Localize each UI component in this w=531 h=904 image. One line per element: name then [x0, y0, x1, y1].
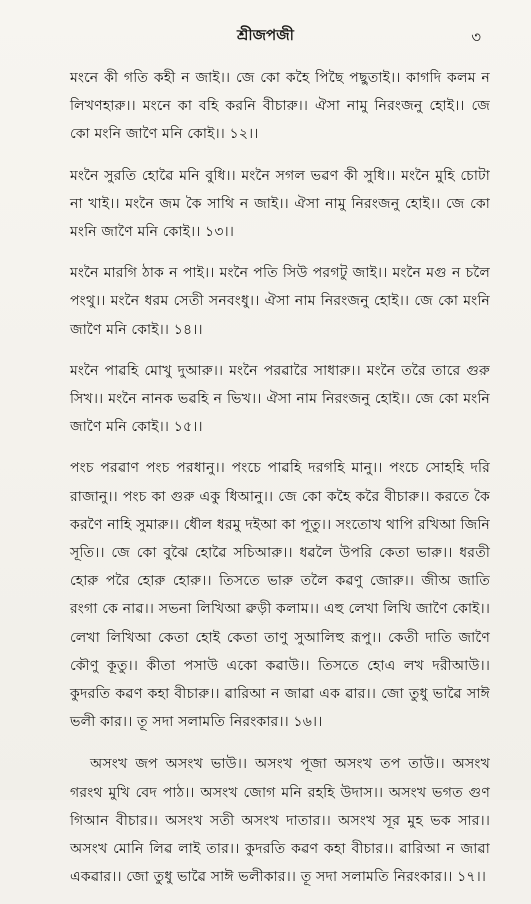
page-number: ৩: [471, 28, 481, 46]
page-header: [0, 24, 531, 46]
verse-15: মংনৈ পাৱহি মোখু দুআরু।। মংনৈ পরৱারৈ সাধারু।। মংনৈ তরৈ তারে গুরু সিখ।। মংনৈ নানক ভৱহি ন ভিখ।। ঐসা নাম নিরংজনু হোই।। জে কো মংনি জাণৈ মনি কোই।। ১৫।।: [70, 362, 490, 436]
verse-content: [70, 64, 490, 904]
verse-13: মংনৈ সুরতি হোৱৈ মনি বুধি।। মংনৈ সগল ভৱণ কী সুধি।। মংনৈ মুহি চোটা না খাই।। মংনৈ জম কৈ সাথি ন জাই।। ঐসা নামু নিরংজনু হোই।। জে কো মংনি জাণৈ মনি কোই।। ১৩।।: [70, 167, 490, 241]
verse-12: মংনে কী গতি কহী ন জাই।। জে কো কহৈ পিছৈ পছুতাই।। কাগদি কলম ন লিখণহারু।। মংনে কা বহি করনি বীচারু।। ঐসা নামু নিরংজনু হোই।। জে কো মংনি জাণৈ মনি কোই।। ১২।।: [70, 70, 490, 143]
verse-17: অসংখ জপ অসংখ ভাউ।। অসংখ পূজা অসংখ তপ তাউ।। অসংখ গরংথ মুখি বেদ পাঠ।। অসংখ জোগ মনি রহহি উদাস।। অসংখ ভগত গুণ গিআন বীচার।। অসংখ সতী অসংখ দাতার।। অসংখ সূর মুহ ভক সার।। অসংখ মোনি লিৱ লাই তার।। কুদরতি কৱণ কহা বীচার।। ৱারিআ ন জাৱা একৱার।। জো তুধু ভাৱৈ সাঈ ভলীকার।। তূ সদা সলামতি নিরংকার।। ১৭।।: [70, 756, 490, 886]
verse-14: মংনৈ মারগি ঠাক ন পাই।। মংনৈ পতি সিউ পরগটু জাই।। মংনৈ মগু ন চলৈ পংথু।। মংনৈ ধরম সেতী সনবংধু।। ঐসা নাম নিরংজনু হোই।। জে কো মংনি জাণৈ মনি কোই।। ১৪।।: [70, 265, 490, 338]
verse-16: পংচ পরৱাণ পংচ পরধানু।। পংচে পাৱহি দরগহি মানু।। পংচে সোহহি দরি রাজানু।। পংচ কা গুরু একু ধিআনু।। জে কো কহৈ করৈ বীচারু।। করতে কৈ করণৈ নাহি সুমারু।। ধৌল ধরমু দইআ কা পূতু।। সংতোখ থাপি রখিআ জিনি সূতি।। জে কো বুঝৈ হোৱৈ সচিআরু।। ধৱলৈ উপরি কেতা ভারু।। ধরতী হোরু পরৈ হোরু হোরু।। তিসতে ভারু তলৈ কৱণু জোরু।। জীঅ জাতি রংগা কে নাৱ।। সভনা লিখিআ ৱুড়ী কলাম।। এহু লেখা লিখি জাণৈ কোই।। লেখা লিখিআ কেতা হোই কেতা তাণু সুআলিহু রূপু।। কেতী দাতি জাণৈ কৌণু কূতু।। কীতা পসাউ একো কৱাউ।। তিসতে হোএ লখ দরীআউ।। কুদরতি কৱণ কহা বীচারু।। ৱারিআ ন জাৱা এক ৱার।। জো তুধু ভাৱৈ সাঈ ভলী কার।। তূ সদা সলামতি নিরংকার।। ১৬।।: [70, 460, 490, 731]
page-title: শ্রীজপজী: [237, 26, 294, 44]
